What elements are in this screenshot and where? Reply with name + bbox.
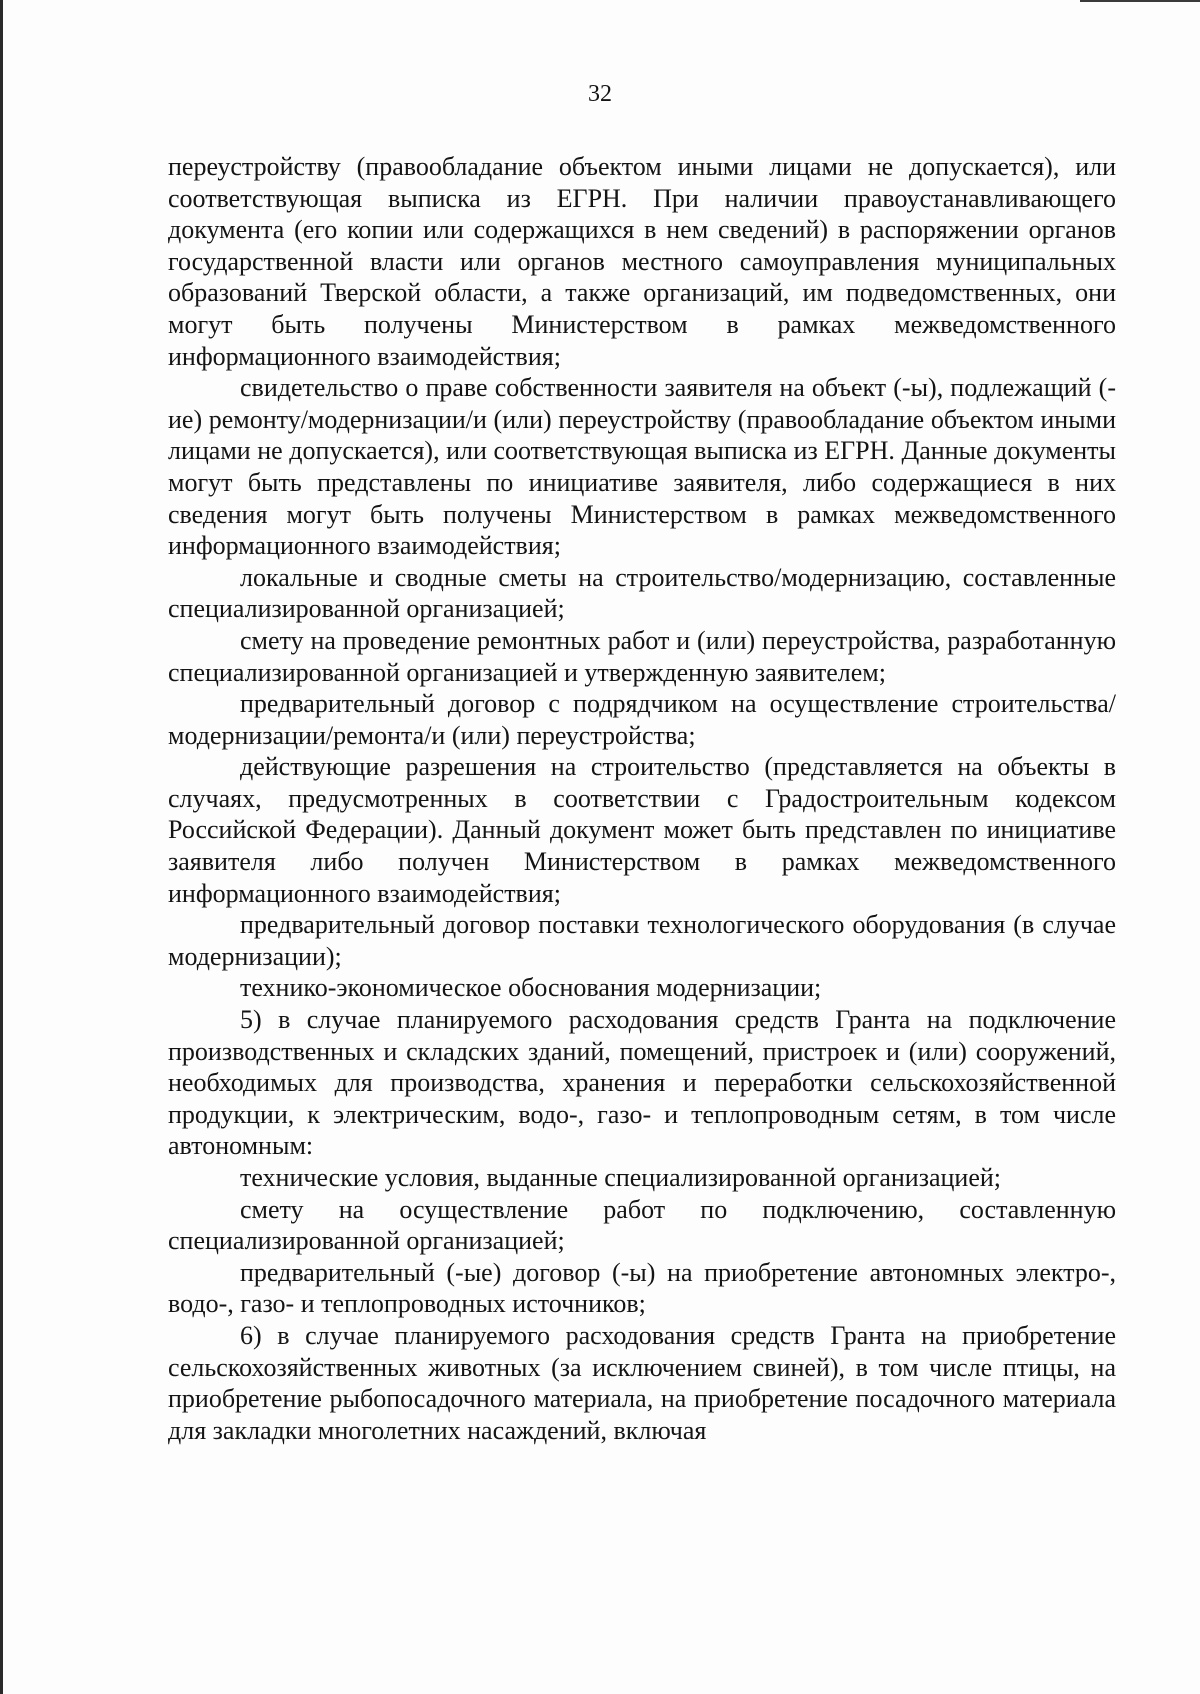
paragraph-7: предварительный договор поставки технологического оборудования (в случае модернизации); <box>168 910 1116 971</box>
paragraph-6: действующие разрешения на строительство (представляется на объекты в случаях, предусмотренных в соответствии с Градостроительным кодексом Российской Федерации). Данный документ может быть представлен по инициативе заявителя либо получен Министерством в рамках межведомственного информационного взаимодействия; <box>168 752 1116 908</box>
page-number: 32 <box>588 81 612 107</box>
body-text <box>168 151 1116 1446</box>
paragraph-4: смету на проведение ремонтных работ и (или) переустройства, разработанную специализированной организацией и утвержденную заявителем; <box>168 625 1116 687</box>
paragraph-10: технические условия, выданные специализированной организацией; <box>240 1163 1002 1192</box>
scan-edge-left <box>0 0 3 1694</box>
paragraph-2: свидетельство о праве собственности заявителя на объект (-ы), подлежащий (-ие) ремонту/модернизации/и (или) переустройству (правообладание объектом иными лицами не допускается), или соответствующая выписка из ЕГРН. Данные документы могут быть представлены по инициативе заявителя, либо содержащиеся в них сведения могут быть получены Министерством в рамках межведомственного информационного взаимодействия; <box>168 373 1116 561</box>
scan-edge-top <box>1080 0 1200 2</box>
paragraph-11: смету на осуществление работ по подключению, составленную специализированной организацией; <box>168 1194 1116 1256</box>
paragraph-3: локальные и сводные сметы на строительство/модернизацию, составленные специализированной организацией; <box>168 562 1116 624</box>
paragraph-13: 6) в случае планируемого расходования средств Гранта на приобретение сельскохозяйственных животных (за исключением свиней), в том числе птицы, на приобретение рыбопосадочного материала, на приобретение посадочного материала для закладки многолетних насаждений, включая <box>168 1320 1116 1445</box>
paragraph-8: технико-экономическое обоснования модернизации; <box>240 973 822 1003</box>
paragraph-5: предварительный договор с подрядчиком на осуществление строительства/модернизации/ремонта/и (или) переустройства; <box>168 689 1116 750</box>
paragraph-12: предварительный (-ые) договор (-ы) на приобретение автономных электро-, водо-, газо- и теплопроводных источников; <box>168 1257 1116 1319</box>
paragraph-9: 5) в случае планируемого расходования средств Гранта на подключение производственных и складских зданий, помещений, пристроек и (или) сооружений, необходимых для производства, хранения и переработки сельскохозяйственной продукции, к электрическим, водо-, газо- и теплопроводным сетям, в том числе автономным: <box>168 1005 1116 1161</box>
paragraph-1: переустройству (правообладание объектом иными лицами не допускается), или соответствующая выписка из ЕГРН. При наличии правоустанавливающего документа (его копии или содержащихся в нем сведений) в распоряжении органов государственной власти или органов местного самоуправления муниципальных образований Тверской области, а также организаций, им подведомственных, они могут быть получены Министерством в рамках межведомственного информационного взаимодействия; <box>168 152 1116 371</box>
